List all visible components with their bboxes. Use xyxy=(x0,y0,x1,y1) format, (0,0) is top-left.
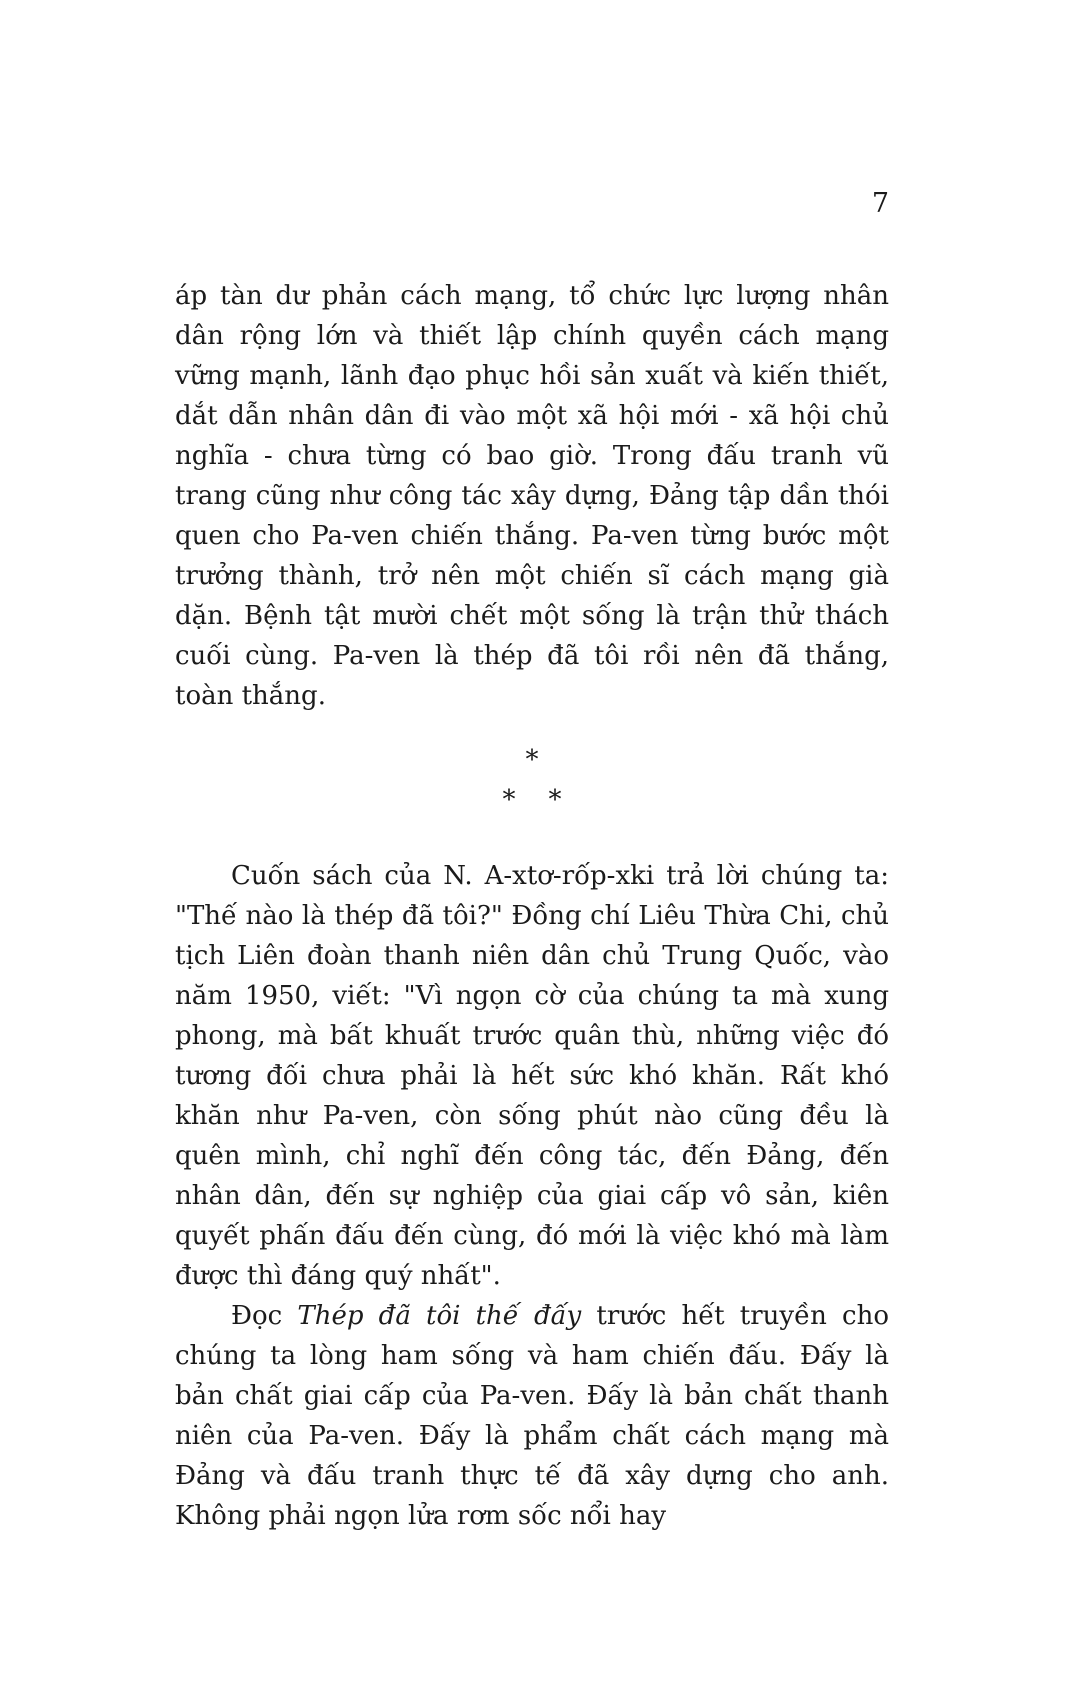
book-page xyxy=(175,0,889,1536)
page-number: 7 xyxy=(871,188,889,219)
section-separator xyxy=(175,740,889,820)
book-title-italic: Thép đã tôi thế đấy xyxy=(297,1301,582,1331)
paragraph-3-lead: Đọc xyxy=(231,1301,298,1331)
asterisk-row-top: * xyxy=(525,745,539,775)
page-body xyxy=(175,276,889,1536)
asterisk-row-bottom: * * xyxy=(502,785,562,815)
paragraph-2: Cuốn sách của N. A-xtơ-rốp-xki trả lời chúng ta: "Thế nào là thép đã tôi?" Đồng chí Liêu Thừa Chi, chủ tịch Liên đoàn thanh niên dân chủ Trung Quốc, vào năm 1950, viết: "Vì ngọn cờ của chúng ta mà xung phong, mà bất khuất trước quân thù, những việc đó tương đối chưa phải là hết sức khó khăn. Rất khó khăn như Pa-ven, còn sống phút nào cũng đều là quên mình, chỉ nghĩ đến công tác, đến Đảng, đến nhân dân, đến sự nghiệp của giai cấp vô sản, kiên quyết phấn đấu đến cùng, đó mới là việc khó mà làm được thì đáng quý nhất". xyxy=(175,861,889,1291)
paragraph-3 xyxy=(175,1296,889,1536)
paragraph-1: áp tàn dư phản cách mạng, tổ chức lực lượng nhân dân rộng lớn và thiết lập chính quyền cách mạng vững mạnh, lãnh đạo phục hồi sản xuất và kiến thiết, dắt dẫn nhân dân đi vào một xã hội mới - xã hội chủ nghĩa - chưa từng có bao giờ. Trong đấu tranh vũ trang cũng như công tác xây dựng, Đảng tập dần thói quen cho Pa-ven chiến thắng. Pa-ven từng bước một trưởng thành, trở nên một chiến sĩ cách mạng già dặn. Bệnh tật mười chết một sống là trận thử thách cuối cùng. Pa-ven là thép đã tôi rồi nên đã thắng, toàn thắng. xyxy=(175,281,889,711)
paragraph-3-rest: trước hết truyền cho chúng ta lòng ham sống và ham chiến đấu. Đấy là bản chất giai cấp của Pa-ven. Đấy là bản chất thanh niên của Pa-ven. Đấy là phẩm chất cách mạng mà Đảng và đấu tranh thực tế đã xây dựng cho anh. Không phải ngọn lửa rơm sốc nổi hay xyxy=(175,1301,889,1531)
